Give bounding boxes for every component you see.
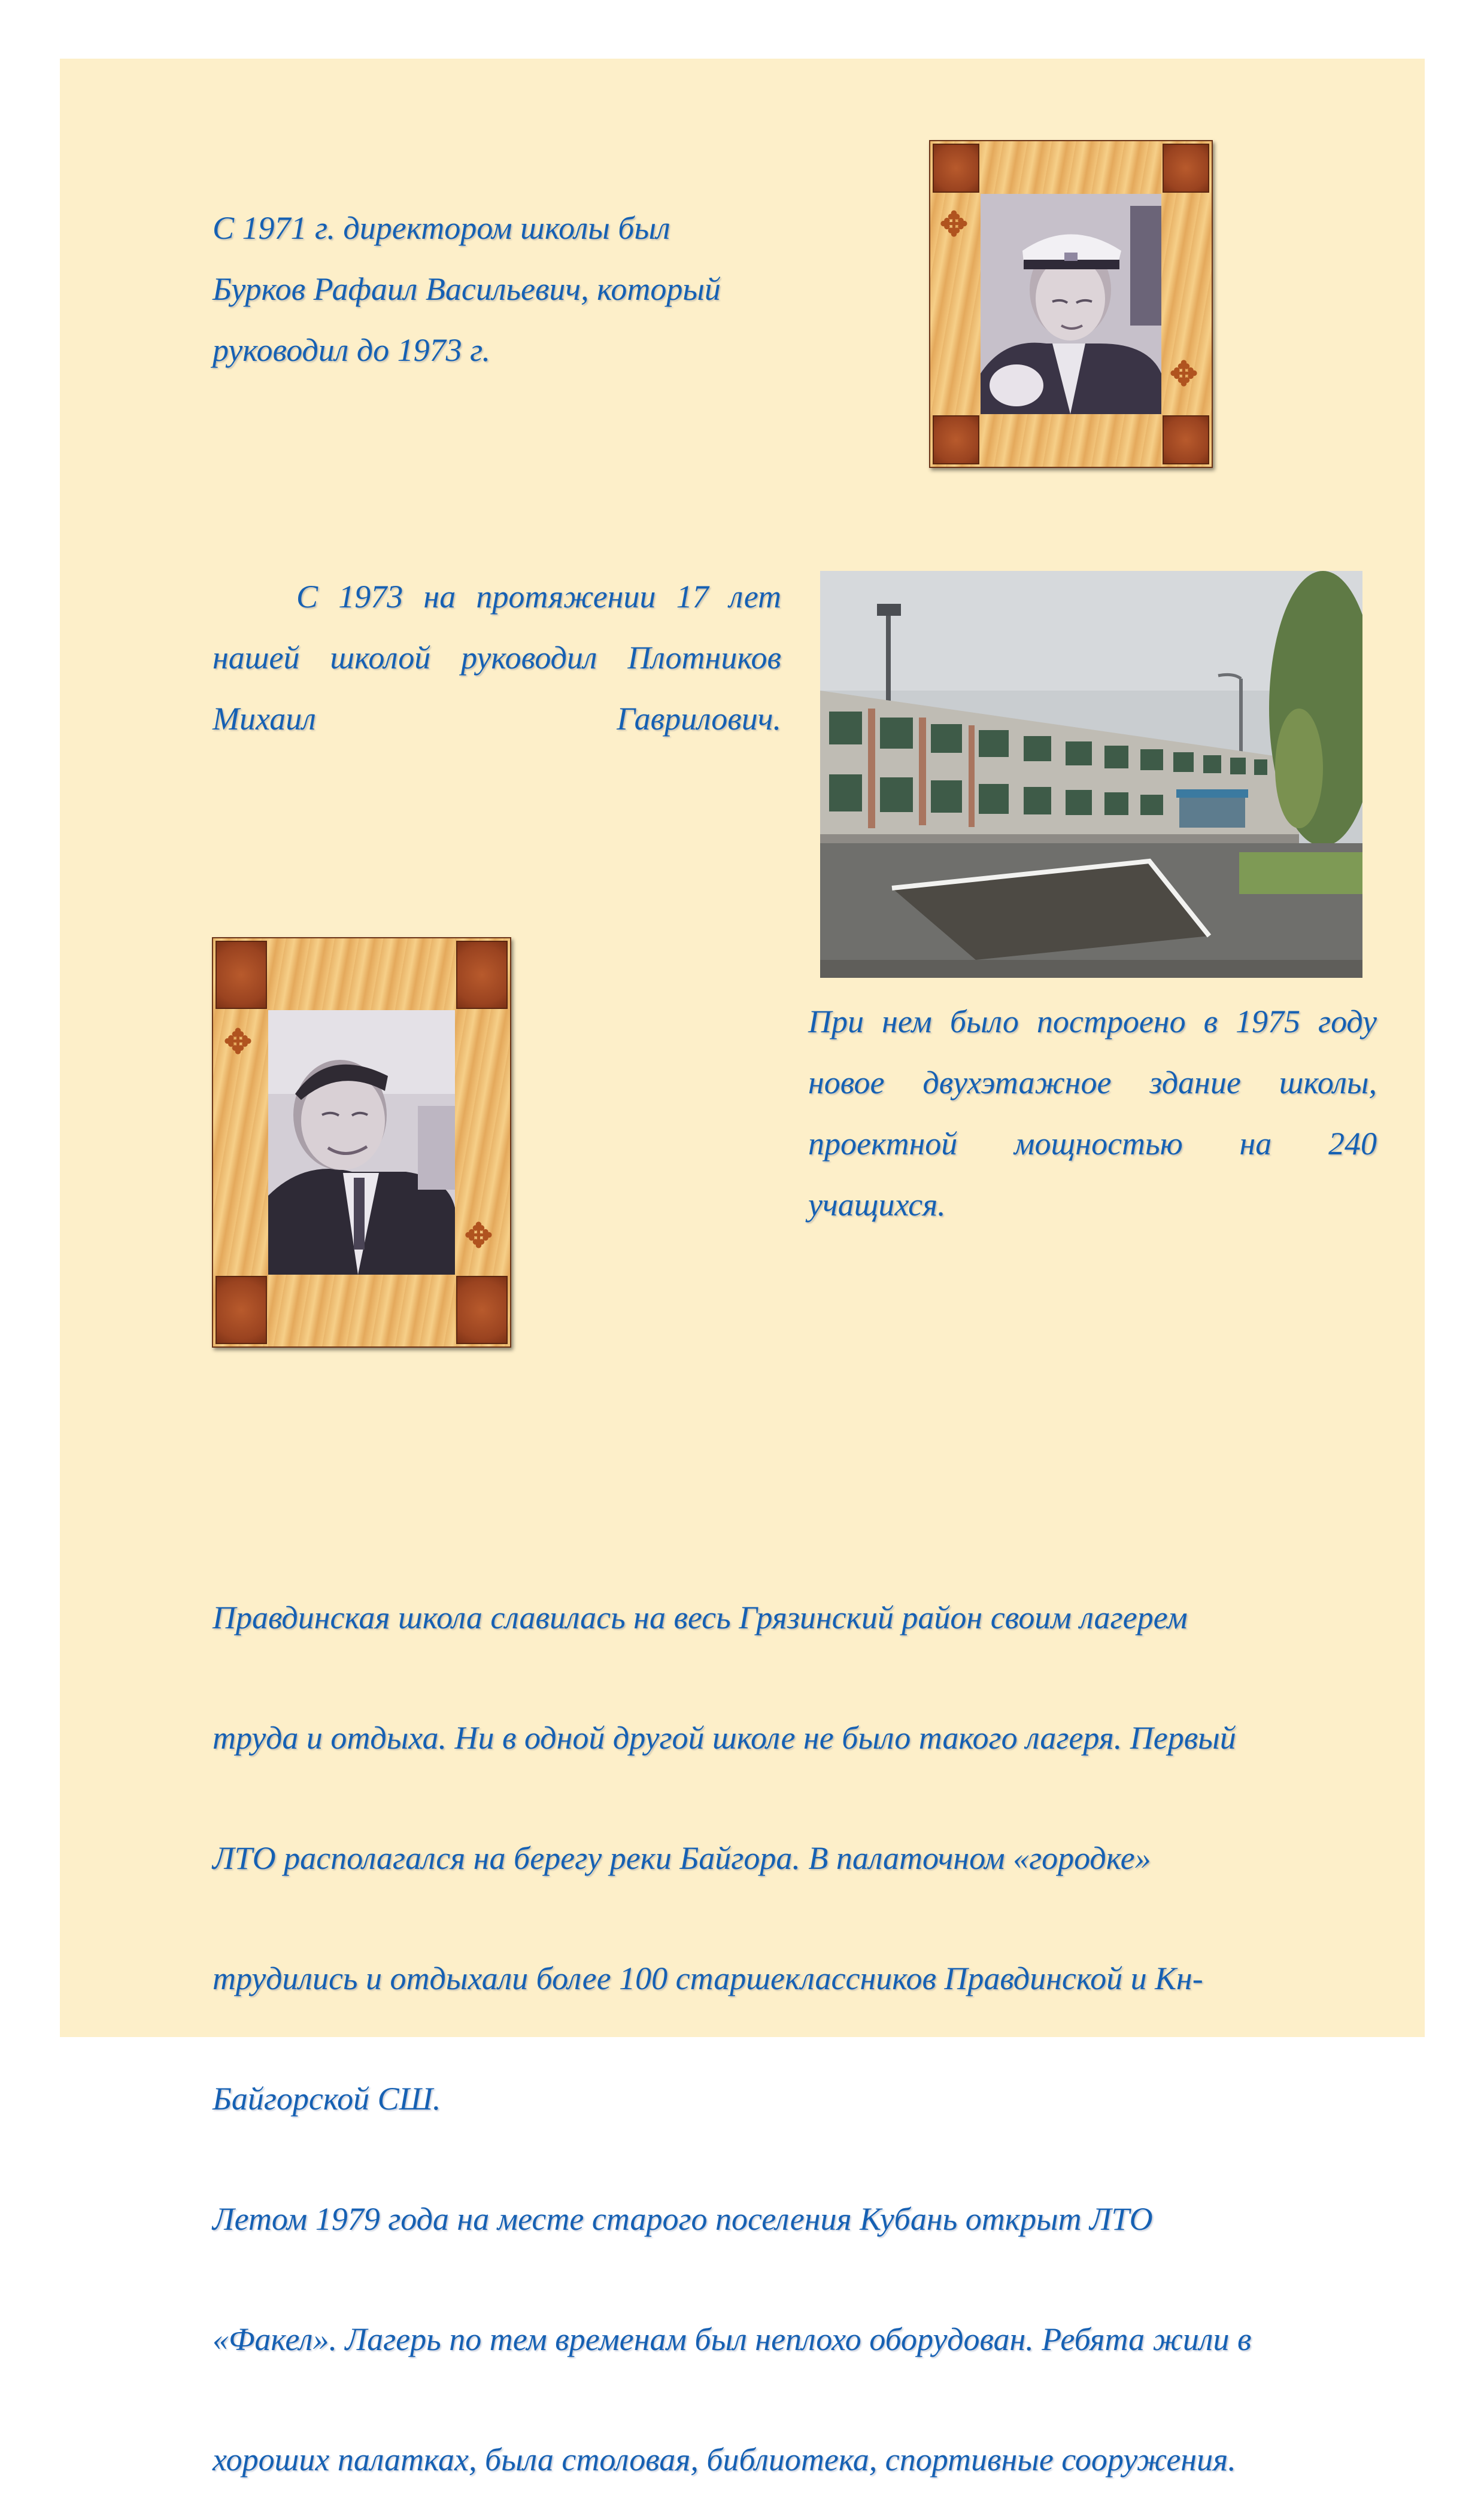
burkov-paragraph bbox=[213, 197, 811, 381]
frame-corner bbox=[933, 144, 979, 193]
frame-corner bbox=[456, 941, 508, 1009]
camp-line: хороших палатках, была столовая, библиотека, спортивные сооружения. bbox=[213, 2442, 1236, 2478]
frame-corner bbox=[456, 1276, 508, 1344]
frame-corner bbox=[216, 941, 267, 1009]
frame-corner bbox=[1163, 144, 1209, 193]
camp-line: Байгорской СШ. bbox=[213, 2081, 441, 2117]
camp-line: труда и отдыха. Ни в одной другой школе не было такого лагеря. Первый bbox=[213, 1720, 1236, 1756]
plotnikov-portrait-frame bbox=[212, 937, 511, 1348]
plotnikov-paragraph bbox=[213, 566, 781, 749]
camp-line: Правдинская школа славилась на весь Грязинский район своим лагерем bbox=[213, 1600, 1188, 1636]
school-building-photo bbox=[820, 571, 1362, 978]
ornament-icon: ✥ bbox=[1170, 356, 1198, 393]
plotnikov-photo bbox=[268, 1010, 455, 1275]
plotnikov-line: С 1973 на протяжении 17 лет bbox=[296, 579, 781, 615]
camp-line: ЛТО располагался на берегу реки Байгора. В палаточном «городке» bbox=[213, 1840, 1151, 1876]
ornament-icon: ✥ bbox=[940, 206, 968, 244]
frame-corner bbox=[216, 1276, 267, 1344]
ornament-icon: ✥ bbox=[465, 1218, 493, 1255]
burkov-photo bbox=[981, 194, 1161, 414]
camp-line: трудились и отдыхали более 100 старшеклассников Правдинской и Кн- bbox=[213, 1960, 1203, 1996]
burkov-line: Бурков Рафаил Васильевич, который bbox=[213, 271, 721, 307]
camp-line: «Факел». Лагерь по тем временам был неплохо оборудован. Ребята жили в bbox=[213, 2321, 1252, 2357]
burkov-line: С 1971 г. директором школы был bbox=[213, 210, 670, 246]
frame-corner bbox=[1163, 415, 1209, 464]
camp-paragraph bbox=[213, 1518, 1380, 2520]
burkov-portrait-frame bbox=[929, 140, 1213, 468]
building-line: учащихся. bbox=[808, 1187, 946, 1223]
plotnikov-line: нашей школой руководил Плотников bbox=[213, 640, 781, 676]
building-paragraph bbox=[808, 991, 1377, 1235]
building-line: новое двухэтажное здание школы, bbox=[808, 1065, 1377, 1101]
ornament-icon: ✥ bbox=[224, 1024, 252, 1061]
frame-corner bbox=[933, 415, 979, 464]
building-line: проектной мощностью на 240 bbox=[808, 1126, 1377, 1162]
plotnikov-line: Михаил Гаврилович. bbox=[213, 701, 781, 737]
burkov-line: руководил до 1973 г. bbox=[213, 332, 491, 368]
building-line: При нем было построено в 1975 году bbox=[808, 1004, 1377, 1039]
camp-line: Летом 1979 года на месте старого поселения Кубань открыт ЛТО bbox=[213, 2201, 1153, 2237]
